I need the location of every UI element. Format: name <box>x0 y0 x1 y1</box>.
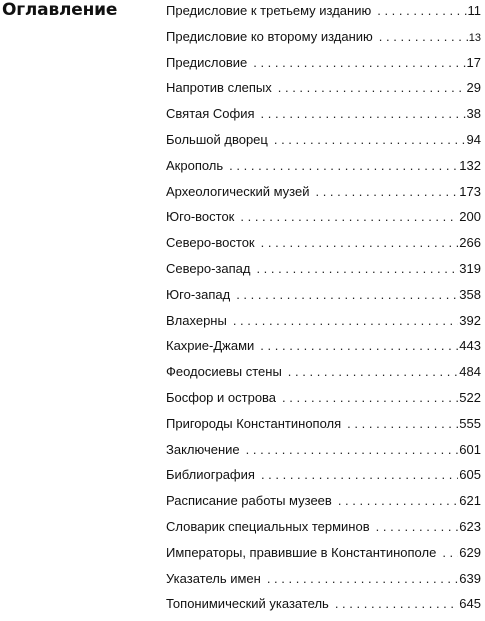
entry-title: Предисловие ко второму изданию <box>166 28 373 44</box>
toc-entry[interactable] <box>166 105 481 131</box>
entry-page-number: 392 <box>459 312 481 328</box>
toc-entry[interactable] <box>166 492 481 518</box>
entry-page-number: 266 <box>459 235 481 251</box>
toc-entry[interactable] <box>166 234 481 260</box>
entry-page-number: 522 <box>459 389 481 405</box>
entry-page-number: 319 <box>459 260 481 276</box>
toc-entry[interactable] <box>166 208 481 234</box>
entry-page-number: 621 <box>459 493 481 509</box>
dot-leader <box>377 2 466 20</box>
toc-entry[interactable] <box>166 466 481 492</box>
entry-title: Юго-запад <box>166 286 231 302</box>
dot-leader <box>347 415 458 433</box>
toc-entry[interactable] <box>166 2 481 28</box>
entry-page-number: 629 <box>459 544 481 560</box>
entry-page-number: 17 <box>466 54 481 70</box>
toc-heading: Оглавление <box>2 0 118 20</box>
entry-title: Влахерны <box>166 312 227 328</box>
toc-entry[interactable] <box>166 28 481 54</box>
entry-title: Северо-запад <box>166 260 251 276</box>
dot-leader <box>256 260 458 278</box>
entry-page-number: 29 <box>466 80 481 96</box>
entry-title: Предисловие <box>166 54 248 70</box>
toc-entry[interactable] <box>166 389 481 415</box>
entry-title: Заключение <box>166 441 240 457</box>
entry-title: Археологический музей <box>166 183 310 199</box>
dot-leader <box>376 518 459 536</box>
toc-entry[interactable] <box>166 260 481 286</box>
entry-title: Акрополь <box>166 157 224 173</box>
toc-entry[interactable] <box>166 595 481 621</box>
entry-title: Указатель имен <box>166 570 261 586</box>
entry-title: Босфор и острова <box>166 389 277 405</box>
entry-page-number: 200 <box>459 209 481 225</box>
dot-leader <box>246 441 459 459</box>
dot-leader <box>282 389 458 407</box>
toc-entry[interactable] <box>166 79 481 105</box>
entry-page-number: 132 <box>459 157 481 173</box>
toc-entry[interactable] <box>166 157 481 183</box>
entry-title: Расписание работы музеев <box>166 493 332 509</box>
entry-title: Предисловие к третьему изданию <box>166 3 372 18</box>
entry-page-number: 94 <box>466 131 481 147</box>
entry-title: Юго-восток <box>166 209 235 225</box>
entry-page-number: 38 <box>466 106 481 122</box>
entry-title: Большой дворец <box>166 131 268 147</box>
dot-leader <box>274 131 466 149</box>
entry-page-number: 555 <box>459 415 481 431</box>
dot-leader <box>261 466 458 484</box>
entry-page-number: 601 <box>459 441 481 457</box>
toc-entry[interactable] <box>166 183 481 209</box>
dot-leader <box>253 54 465 72</box>
entry-page-number: 605 <box>459 467 481 483</box>
entry-title: Феодосиевы стены <box>166 364 282 380</box>
entry-page-number: 443 <box>459 338 481 354</box>
toc-entry[interactable] <box>166 415 481 441</box>
dot-leader <box>315 183 458 201</box>
toc-entry[interactable] <box>166 441 481 467</box>
entry-title: Святая София <box>166 106 255 122</box>
entry-page-number: 173 <box>459 183 481 199</box>
entry-page-number: 645 <box>459 596 481 612</box>
entry-title: Северо-восток <box>166 235 255 251</box>
dot-leader <box>260 337 458 355</box>
toc-entry[interactable] <box>166 286 481 312</box>
entry-title: Словарик специальных терминов <box>166 518 370 534</box>
dot-leader <box>338 492 458 510</box>
toc-entry[interactable] <box>166 570 481 596</box>
dot-leader <box>278 79 466 97</box>
entry-page-number: 639 <box>459 570 481 586</box>
toc-entry[interactable] <box>166 363 481 389</box>
dot-leader <box>288 363 459 381</box>
entry-title: Топонимический указатель <box>166 596 329 612</box>
toc-list <box>166 2 481 621</box>
dot-leader <box>442 544 458 562</box>
toc-entry[interactable] <box>166 518 481 544</box>
dot-leader <box>261 105 466 123</box>
dot-leader <box>379 28 468 46</box>
entry-title: Напротив слепых <box>166 80 272 96</box>
toc-entry[interactable] <box>166 337 481 363</box>
toc-entry[interactable] <box>166 312 481 338</box>
entry-title: Библиография <box>166 467 255 483</box>
dot-leader <box>261 234 459 252</box>
dot-leader <box>335 595 458 613</box>
entry-page-number: 484 <box>459 364 481 380</box>
dot-leader <box>267 570 458 588</box>
entry-title: Кахрие-Джами <box>166 338 255 354</box>
entry-page-number: 358 <box>459 286 481 302</box>
toc-entry[interactable] <box>166 131 481 157</box>
dot-leader <box>240 208 458 226</box>
dot-leader <box>233 312 458 330</box>
entry-page-number: 13 <box>468 31 481 44</box>
entry-title: Императоры, правившие в Константинополе <box>166 544 437 560</box>
dot-leader <box>236 286 458 304</box>
dot-leader <box>229 157 458 175</box>
toc-entry[interactable] <box>166 54 481 80</box>
toc-entry[interactable] <box>166 544 481 570</box>
entry-title: Пригороды Константинополя <box>166 415 342 431</box>
entry-page-number: 11 <box>467 3 481 18</box>
entry-page-number: 623 <box>459 518 481 534</box>
